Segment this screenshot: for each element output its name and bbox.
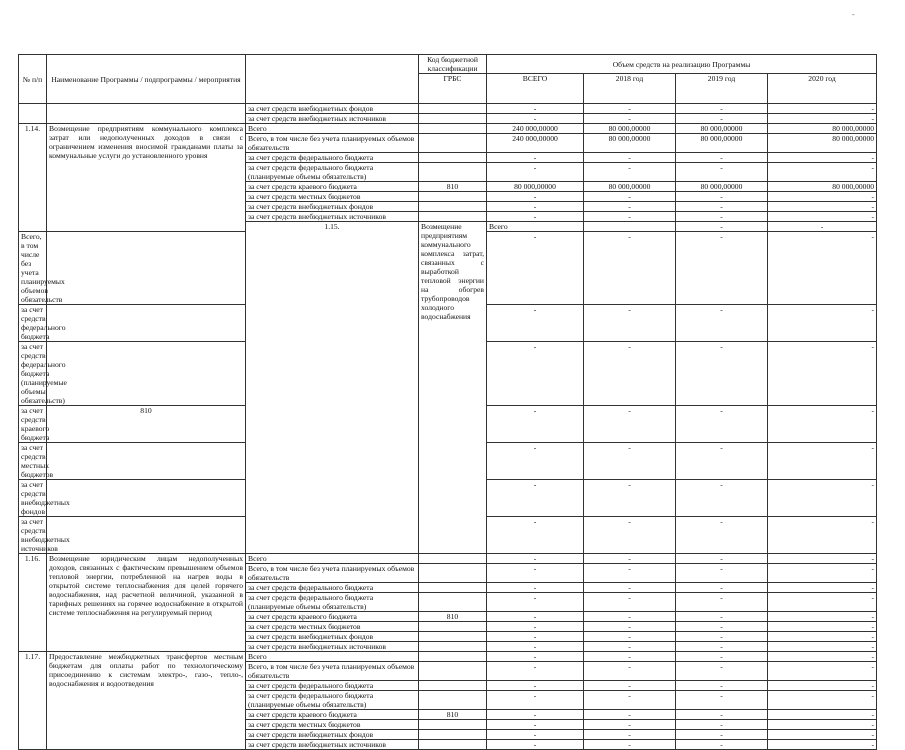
value-cell: - [584,622,676,632]
value-cell: - [768,443,877,480]
value-cell: 80 000,00000 [584,124,676,134]
value-cell: - [584,740,676,750]
value-cell: - [487,104,584,114]
source-label: за счет средств федерального бюджета [19,305,47,342]
source-label: за счет средств федерального бюджета (планируемые объемы обязательств) [246,691,419,710]
source-label: за счет средств федерального бюджета [246,681,419,691]
value-cell: - [487,212,584,222]
source-label: за счет средств местных бюджетов [246,192,419,202]
value-cell: - [487,406,584,443]
source-label: за счет средств федерального бюджета (планируемые объемы обязательств) [246,593,419,612]
value-cell: - [676,740,768,750]
source-label: за счет средств федерального бюджета [246,153,419,163]
value-cell: - [584,232,676,305]
grbs-code: 810 [47,406,246,443]
value-cell: - [487,480,584,517]
value-cell: - [487,740,584,750]
value-cell: 80 000,00000 [676,134,768,153]
value-cell: - [584,652,676,662]
header-total: ВСЕГО [487,74,584,104]
source-label: за счет средств краевого бюджета [246,710,419,720]
source-label: за счет средств внебюджетных фондов [246,104,419,114]
value-cell: - [676,480,768,517]
value-cell: - [487,517,584,554]
value-cell: - [676,583,768,593]
value-cell: - [768,632,877,642]
value-cell: - [768,681,877,691]
source-label: за счет средств внебюджетных источников [246,114,419,124]
value-cell: - [584,153,676,163]
value-cell: - [676,202,768,212]
grbs-code: 810 [419,182,487,192]
value-cell: - [768,740,877,750]
value-cell: - [584,642,676,652]
source-label: за счет средств внебюджетных источников [246,642,419,652]
corner-mark: - [852,10,855,19]
value-cell: - [676,691,768,710]
source-label: Всего [246,554,419,564]
value-cell: - [487,691,584,710]
value-cell: - [768,593,877,612]
value-cell: 80 000,00000 [487,182,584,192]
value-cell: - [676,652,768,662]
value-cell: - [676,192,768,202]
section-number: 1.15. [246,222,419,554]
value-cell: 80 000,00000 [768,124,877,134]
program-funding-table [18,54,877,750]
value-cell: - [768,114,877,124]
source-label: за счет средств внебюджетных источников [246,740,419,750]
section-number: 1.17. [19,652,47,750]
value-cell: - [584,443,676,480]
section-number: 1.14. [19,124,47,232]
source-label: за счет средств краевого бюджета [246,182,419,192]
source-label: за счет средств местных бюджетов [19,443,47,480]
value-cell: - [676,593,768,612]
value-cell: - [487,632,584,642]
value-cell: - [768,517,877,554]
value-cell: - [487,192,584,202]
source-label: за счет средств федерального бюджета (планируемые объемы обязательств) [246,163,419,182]
value-cell: - [768,212,877,222]
value-cell: - [584,720,676,730]
value-cell: - [768,662,877,681]
source-label: за счет средств внебюджетных фондов [246,202,419,212]
value-cell: - [487,583,584,593]
value-cell: - [768,583,877,593]
value-cell: 80 000,00000 [676,124,768,134]
value-cell: - [676,564,768,583]
value-cell: - [768,232,877,305]
value-cell: - [487,593,584,612]
value-cell: - [584,730,676,740]
value-cell: - [676,662,768,681]
value-cell: - [676,632,768,642]
value-cell: - [676,642,768,652]
value-cell: - [676,443,768,480]
program-table-page [18,54,876,750]
value-cell: - [584,342,676,406]
source-label: за счет средств внебюджетных фондов [246,730,419,740]
value-cell: - [676,720,768,730]
value-cell: 80 000,00000 [584,134,676,153]
value-cell: - [768,192,877,202]
source-label: Всего [246,652,419,662]
value-cell: 80 000,00000 [584,182,676,192]
value-cell: - [584,564,676,583]
source-label: за счет средств местных бюджетов [246,622,419,632]
value-cell: - [584,517,676,554]
header-source [246,55,419,104]
value-cell: - [768,730,877,740]
value-cell: - [584,212,676,222]
value-cell: - [768,652,877,662]
source-label: Всего, в том числе без учета планируемых объемов обязательств [246,662,419,681]
value-cell: - [768,104,877,114]
value-cell: - [676,406,768,443]
source-label: за счет средств внебюджетных фондов [246,632,419,642]
grbs-code: 810 [419,612,487,622]
table-row [19,554,877,564]
header-2018: 2018 год [584,74,676,104]
value-cell: - [768,202,877,212]
value-cell: - [487,232,584,305]
value-cell: 80 000,00000 [768,182,877,192]
value-cell: - [676,710,768,720]
value-cell: - [768,691,877,710]
table-row [19,124,877,134]
value-cell: - [768,564,877,583]
value-cell: - [487,342,584,406]
source-label: за счет средств местных бюджетов [246,720,419,730]
value-cell: - [768,342,877,406]
value-cell: - [584,691,676,710]
header-volume-group: Объем средств на реализацию Программы [487,55,877,74]
value-cell: 80 000,00000 [768,134,877,153]
value-cell: - [768,222,877,232]
source-label: Всего, в том числе без учета планируемых объемов обязательств [19,232,47,305]
value-cell: - [584,583,676,593]
source-label: Всего, в том числе без учета планируемых объемов обязательств [246,134,419,153]
value-cell: - [676,554,768,564]
value-cell: - [676,517,768,554]
value-cell: - [584,305,676,342]
value-cell: - [768,163,877,182]
value-cell: - [676,305,768,342]
value-cell: 240 000,00000 [487,134,584,153]
value-cell: - [487,642,584,652]
value-cell: - [487,443,584,480]
value-cell: - [584,104,676,114]
value-cell: - [676,730,768,740]
value-cell: - [768,480,877,517]
value-cell: - [584,480,676,517]
value-cell: - [676,342,768,406]
value-cell: - [676,163,768,182]
value-cell: - [487,622,584,632]
value-cell: - [487,554,584,564]
source-label: Всего [487,222,584,232]
value-cell: - [487,681,584,691]
header-grbs: ГРБС [419,74,487,104]
value-cell: - [487,202,584,212]
value-cell: - [584,632,676,642]
source-label: Всего [246,124,419,134]
value-cell: - [487,163,584,182]
section-name: Возмещение предприятиям коммунального комплекса затрат, связанных с выработкой тепловой энергии на обогрев трубопроводов холодного водоснабжения [419,222,487,554]
header-num: № п/п [19,55,47,104]
section-name: Возмещение предприятиям коммунального комплекса затрат или недополученных доходов в связи с ограничением изменения вносимой гражданами платы за коммунальные услуги до установленного уровня [47,124,246,232]
table-row [19,652,877,662]
value-cell: - [487,652,584,662]
value-cell: - [768,720,877,730]
value-cell: - [487,662,584,681]
value-cell: - [487,720,584,730]
value-cell: - [768,305,877,342]
value-cell: - [768,406,877,443]
value-cell: - [584,662,676,681]
value-cell: - [487,710,584,720]
value-cell: - [676,104,768,114]
table-row [19,104,877,114]
source-label: за счет средств федерального бюджета [246,583,419,593]
value-cell: 80 000,00000 [676,182,768,192]
value-cell: - [584,114,676,124]
value-cell: - [487,114,584,124]
value-cell: - [768,153,877,163]
value-cell: - [676,114,768,124]
source-label: Всего, в том числе без учета планируемых объемов обязательств [246,564,419,583]
value-cell: - [487,305,584,342]
source-label: за счет средств внебюджетных источников [246,212,419,222]
value-cell: - [584,192,676,202]
source-label: за счет средств краевого бюджета [19,406,47,443]
header-name: Наименование Программы / подпрограммы / мероприятия [47,55,246,104]
section-name: Предоставление межбюджетных трансфертов местным бюджетам для оплаты работ по технологическому присоединению к системам электро-, газо-, тепло-, водоснабжения и водоотведения [47,652,246,750]
section-name: Возмещение юридическим лицам недополученных доходов, связанных с фактическим превышением объемов тепловой энергии, потребленной на нагрев воды в открытой системе теплоснабжения для целей горячего водоснабжения, над расчетной величиной, указанной в тарифных решениях на горячее водоснабжение в открытой системе теплоснабжения на регулируемый период [47,554,246,652]
value-cell: - [768,554,877,564]
source-label: за счет средств федерального бюджета (планируемые объемы обязательств) [19,342,47,406]
value-cell: - [676,612,768,622]
source-label: за счет средств внебюджетных фондов [19,480,47,517]
value-cell: - [768,710,877,720]
value-cell: - [676,212,768,222]
value-cell: - [584,554,676,564]
value-cell: - [487,612,584,622]
value-cell: - [768,642,877,652]
value-cell: - [487,730,584,740]
value-cell: - [584,710,676,720]
section-number: 1.16. [19,554,47,652]
value-cell: - [676,681,768,691]
value-cell: - [584,406,676,443]
value-cell: - [676,222,768,232]
header-2019: 2019 год [676,74,768,104]
source-label: за счет средств внебюджетных источников [19,517,47,554]
value-cell: - [676,232,768,305]
value-cell: - [676,153,768,163]
value-cell: - [584,612,676,622]
value-cell: - [584,681,676,691]
header-2020: 2020 год [768,74,877,104]
value-cell: 240 000,00000 [487,124,584,134]
value-cell: - [487,564,584,583]
value-cell: - [584,202,676,212]
value-cell: - [768,622,877,632]
value-cell: - [768,612,877,622]
value-cell: - [676,622,768,632]
value-cell: - [487,153,584,163]
grbs-code: 810 [419,710,487,720]
source-label: за счет средств краевого бюджета [246,612,419,622]
value-cell: - [584,163,676,182]
header-code-group: Код бюджетной классификации [419,55,487,74]
value-cell: - [584,593,676,612]
